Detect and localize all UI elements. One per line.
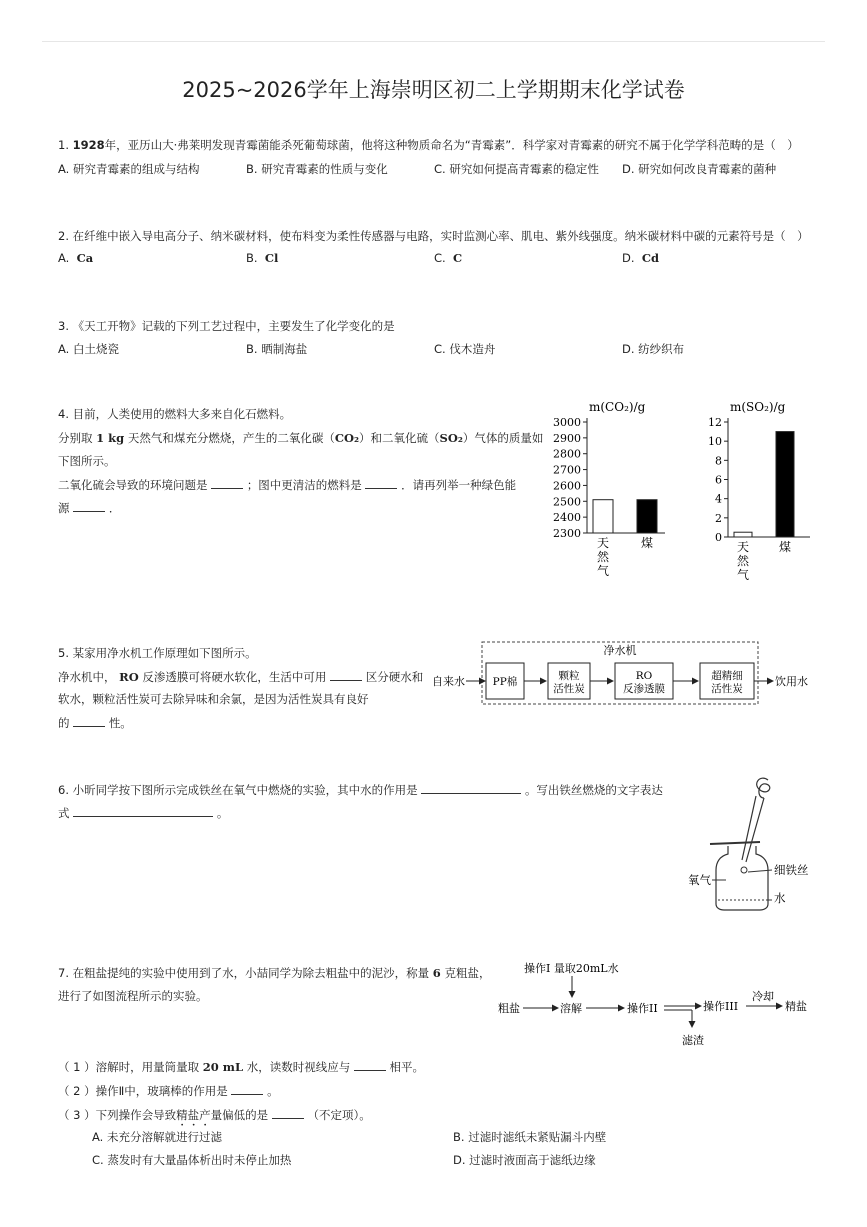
q7-s1-volume: 20 mL [202,1060,244,1074]
so2-tick-label: 4 [715,492,722,506]
q5-ro: RO [119,670,139,684]
q7-blank-3[interactable] [272,1106,304,1119]
question-3-stem: 3. 《天工开物》记载的下列工艺过程中，主要发生了化学变化的是 [58,319,395,333]
so2-category-label: 天 [736,540,750,554]
q4-blank-3[interactable] [73,499,105,512]
q7-option-d[interactable]: D. 过滤时液面高于滤纸边缘 [453,1153,596,1167]
q4-l2-d: ）和二氧化硫（ [359,431,440,445]
q7-s2-b: 。 [267,1084,279,1098]
q2-option-b-symbol: Cl [264,251,279,265]
label-water: 水 [774,891,786,905]
q4-line-5 [58,499,120,516]
q7-l1-b: 克粗盐， [444,966,491,980]
purifier-box-title: 净水机 [603,644,637,657]
flow-product: 精盐 [785,1000,807,1013]
purifier-input-label: 自来水 [432,675,465,688]
flow-raw-salt: 粗盐 [498,1002,520,1015]
co2-bar-1 [637,500,657,533]
q5-line-1: 5. 某家用净水机工作原理如下图所示。 [58,646,257,660]
co2-bar-chart [545,395,695,585]
q2-option-d-letter: D. [622,251,635,265]
co2-tick-label: 3000 [553,416,581,429]
so2-tick-label: 2 [715,511,722,525]
q7-option-b[interactable]: B. 过滤时滤纸未紧贴漏斗内壁 [453,1130,607,1144]
q2-option-c-letter: C. [434,251,446,265]
co2-category-label: 煤 [640,536,654,550]
q4-l2-a: 分别取 [58,431,93,445]
q7-option-c[interactable]: C. 蒸发时有大量晶体析出时未停止加热 [92,1153,292,1167]
co2-category-label: 气 [596,564,610,578]
q1-text: 年，亚历山大·弗莱明发现青霉菌能杀死葡萄球菌，他将这种物质命名为“青霉素”．科学家对青霉素的研究不属于化学学科范畴的是（ ） [104,138,799,152]
q7-sub-1 [58,1058,424,1075]
q3-option-d[interactable]: D. 纺纱织布 [622,342,685,356]
q6-line-1 [58,781,663,798]
q2-option-d[interactable] [622,251,659,265]
q4-line-4 [58,476,516,493]
co2-bar-0 [593,500,613,533]
q2-option-a-symbol: Ca [76,251,94,265]
co2-tick-label: 2300 [553,527,581,540]
q5-blank-2[interactable] [73,714,105,727]
q6-blank-1[interactable] [421,781,521,794]
chart-co2-ylabel: m(CO₂)/g [589,400,646,414]
co2-tick-label: 2700 [553,463,581,477]
step-ultrafine-carbon-line2: 活性炭 [711,683,743,695]
q5-l2-c: 区分硬水和 [365,670,424,684]
q1-option-c[interactable]: C. 研究如何提高青霉素的稳定性 [434,162,599,176]
so2-tick-label: 12 [708,416,722,429]
flow-op3: 操作III [703,1000,739,1013]
spark-icon [741,867,747,873]
co2-tick-label: 2800 [553,447,581,461]
q7-option-a[interactable]: A. 未充分溶解就进行过滤 [92,1130,222,1144]
q7-blank-1[interactable] [354,1058,386,1071]
q4-so2: SO₂ [439,431,463,445]
co2-tick-label: 2900 [553,431,581,445]
co2-tick-label: 2400 [553,511,581,525]
q7-s3-a: （ 3 ）下列操作会导致 [58,1108,177,1122]
top-divider [42,41,825,42]
q1-option-d[interactable]: D. 研究如何改良青霉素的菌种 [622,162,777,176]
so2-bar-chart [700,395,830,585]
q4-line-3: 下图所示。 [58,454,116,468]
so2-bar-1 [776,432,794,537]
q5-line-3: 软水，颗粒活性炭可去除异味和余氯，是因为活性炭具有良好 [58,692,369,706]
q1-year: 1928 [72,138,105,152]
label-iron-wire: 细铁丝 [774,863,809,877]
step-ro-line1: RO [635,670,653,682]
q4-l2-c: 天然气和煤充分燃烧，产生的二氧化碳（ [127,431,335,445]
q2-option-d-symbol: Cd [641,251,660,265]
q4-l4-b: ；图中更清洁的燃料是 [246,478,362,492]
q4-l4-a: 二氧化硫会导致的环境问题是 [58,478,208,492]
q6-blank-2[interactable] [73,804,213,817]
co2-category-label: 然 [596,550,610,564]
step-ro-line2: 反渗透膜 [623,683,665,695]
q2-option-b-letter: B. [246,251,258,265]
q4-line-1: 4. 目前，人类使用的燃料大多来自化石燃料。 [58,407,292,421]
q4-line-2 [58,430,543,446]
q1-number: 1. [58,138,69,152]
q7-blank-2[interactable] [231,1082,263,1095]
q3-option-a[interactable]: A. 白土烧瓷 [58,342,119,356]
q3-option-b[interactable]: B. 晒制海盐 [246,342,308,356]
q7-s2-a: （ 2 ）操作Ⅱ中，玻璃棒的作用是 [58,1084,228,1098]
q4-l5-a: 源 [58,501,70,515]
q4-mass: 1 kg [96,431,125,445]
co2-tick-label: 2600 [553,479,581,493]
step-ultrafine-carbon-line1: 超精细 [711,670,743,682]
q1-option-b[interactable]: B. 研究青霉素的性质与变化 [246,162,388,176]
chart-so2-bar-group [734,432,794,537]
q2-option-c[interactable] [434,251,462,265]
q2-option-a-letter: A. [58,251,70,265]
co2-category-label: 天 [596,536,610,550]
q3-option-c[interactable]: C. 伐木造舟 [434,342,496,356]
q7-sub-3 [58,1106,371,1129]
q7-s3-emphasis: 精盐产 [176,1108,211,1122]
flow-op1-label: 操作I 量取20mL水 [524,962,619,975]
label-oxygen: 氧气 [688,873,711,887]
so2-bar-0 [734,532,752,537]
q6-l1-a: 6. 小昕同学按下图所示完成铁丝在氧气中燃烧的实验，其中水的作用是 [58,783,418,797]
chart-co2-bar-group [593,500,657,533]
chart-so2-category-group [737,539,791,582]
so2-category-label: 煤 [778,540,792,554]
q6-l2-a: 式 [58,806,70,820]
q7-sub-2 [58,1082,279,1099]
q7-s3-b: 量偏低的是 [210,1108,269,1122]
q6-l2-b: 。 [216,806,229,820]
iron-wire-apparatus [680,772,820,917]
page-title: 2025~2026学年上海崇明区初二上学期期末化学试卷 [182,78,685,102]
flow-dissolve: 溶解 [560,1002,582,1015]
so2-tick-label: 0 [715,531,722,544]
q2-option-a[interactable] [58,251,93,265]
water-purifier-diagram [430,638,815,710]
q7-s1-c: 相平。 [389,1060,425,1074]
q5-line-2 [58,668,423,685]
q2-option-c-symbol: C [453,251,463,265]
co2-tick-label: 2500 [553,495,581,509]
flow-residue: 滤渣 [682,1034,704,1047]
chart-so2-ylabel: m(SO₂)/g [730,400,786,414]
salt-purification-flow [496,955,816,1050]
q5-line-4 [58,714,132,731]
q4-l2-e: ）气体的质量如 [462,431,544,445]
flow-op2: 操作II [627,1002,658,1015]
so2-category-label: 然 [736,554,750,568]
chart-co2-category-group [597,535,653,578]
q6-l1-b: 。写出铁丝燃烧的文字表达 [524,783,663,797]
q7-l1-a: 7. 在粗盐提纯的实验中使用到了水，小喆同学为除去粗盐中的泥沙，称量 [58,966,430,980]
q7-line-1 [58,965,490,981]
q2-option-b[interactable] [246,251,278,265]
q7-s1-a: （ 1 ）溶解时，用量筒量取 [58,1060,200,1074]
wire-coil-icon [757,778,770,798]
q6-line-2 [58,804,228,821]
q5-l2-a: 净水机中， [58,670,116,684]
q7-line-2: 进行了如图流程所示的实验。 [58,989,208,1003]
step-pp-label: PP棉 [492,676,518,688]
q7-s1-b: 水，读数时视线应与 [246,1060,351,1074]
q4-l5-b: ． [108,501,121,515]
q4-l4-c: ．请再列举一种绿色能 [401,478,517,492]
q4-blank-1[interactable] [211,476,243,489]
q4-co2: CO₂ [334,431,360,445]
q1-option-a[interactable]: A. 研究青霉素的组成与结构 [58,162,200,176]
so2-tick-label: 6 [715,473,722,487]
flow-cool: 冷却 [752,990,774,1003]
step-granular-carbon-line1: 颗粒 [558,670,580,682]
q4-blank-2[interactable] [365,476,397,489]
so2-tick-label: 10 [708,435,722,449]
q5-l2-b: 反渗透膜可将硬水软化，生活中可用 [142,670,327,684]
so2-tick-label: 8 [715,454,722,468]
question-1-stem [58,137,799,153]
purifier-output-label: 饮用水 [775,675,808,688]
q5-blank-1[interactable] [330,668,362,681]
so2-category-label: 气 [736,568,750,582]
cover-plate [710,842,760,844]
q7-s3-c: （不定项）。 [307,1108,371,1122]
q5-l4-a: 的 [58,716,70,730]
chart-so2-tick-group [708,416,810,544]
q5-l4-b: 性。 [108,716,132,730]
question-2-stem: 2. 在纤维中嵌入导电高分子、纳米碳材料，使布料变为柔性传感器与电路，实时监测心率、肌电、紫外线强度。纳米碳材料中碳的元素符号是（ ） [58,229,809,243]
q7-mass: 6 [432,966,441,980]
step-granular-carbon-line2: 活性炭 [553,683,585,695]
